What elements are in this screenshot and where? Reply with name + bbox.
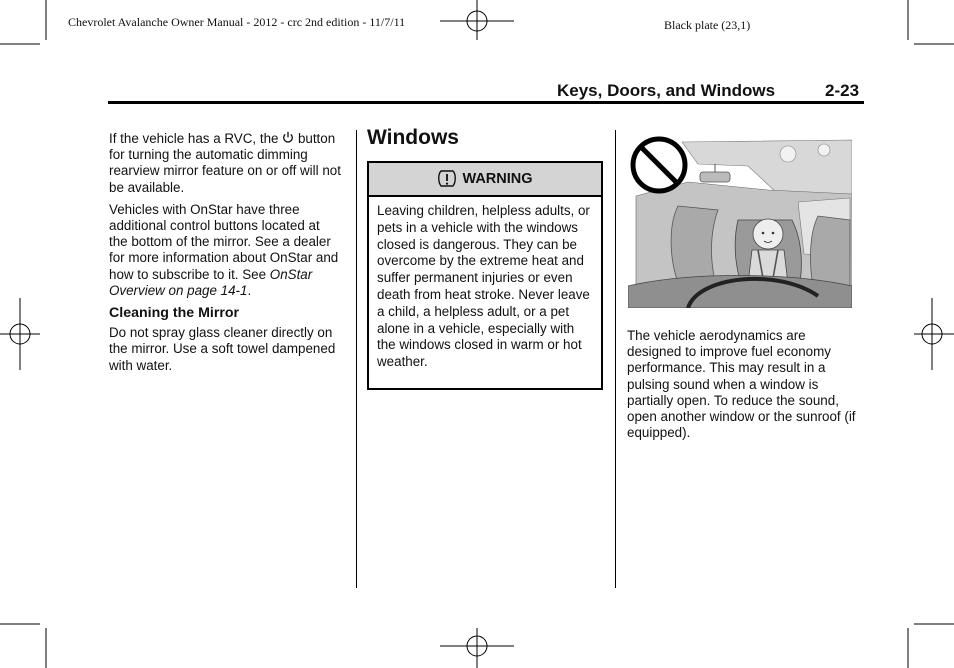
page-number: 2-23 — [825, 81, 860, 100]
plate-right-text: Black plate (23,1) — [664, 18, 751, 32]
rvc-text-start: If the vehicle has a RVC, the — [109, 131, 279, 146]
onstar-text-end: . — [247, 282, 252, 298]
warning-icon — [437, 170, 457, 188]
right-column — [627, 328, 863, 447]
cleaning-mirror-heading: Cleaning the Mirror — [109, 305, 240, 322]
header-rule — [108, 101, 864, 104]
cleaning-paragraph: Do not spray glass cleaner directly on the mirror. Use a soft towel dampened with water. — [109, 325, 336, 373]
column-divider-left — [356, 130, 357, 588]
section-title: Keys, Doors, and Windows — [557, 81, 776, 100]
power-icon — [282, 131, 294, 144]
onstar-reference-link[interactable]: OnStar Overview on page 14-1 — [109, 266, 313, 298]
child-in-car-illustration — [628, 136, 852, 308]
column-divider-right — [615, 130, 616, 588]
plate-left-text: Chevrolet Avalanche Owner Manual - 2012 - crc 2nd edition - 11/7/11 — [68, 15, 406, 29]
aerodynamics-paragraph: The vehicle aerodynamics are designed to improve fuel economy performance. This may result in a pulsing sound when a window is partially open. To reduce the sound, open another window or the sunroof (if equipped). — [627, 328, 856, 441]
windows-title: Windows — [367, 126, 459, 149]
rvc-paragraph — [109, 131, 341, 196]
warning-text: Leaving children, helpless adults, or pets in a vehicle with the windows closed is dangerous. They can be overcome by the extreme heat and suffer permanent injuries or even death from heat stroke. Never leave a child, a helpless adult, or a pet alone in a vehicle, especially with the windows closed in warm or hot weather. — [377, 203, 590, 370]
onstar-paragraph — [109, 202, 341, 299]
left-column — [109, 131, 341, 380]
onstar-text: Vehicles with OnStar have three additional control buttons located at the bottom of the mirror. See a dealer for more information about OnStar and how to subscribe to it. See — [109, 201, 339, 282]
warning-header — [369, 163, 601, 197]
warning-box — [367, 161, 603, 390]
warning-label: WARNING — [462, 171, 533, 187]
rvc-text-end: button for turning the automatic dimming rearview mirror feature on or off will not be available. — [109, 131, 341, 195]
